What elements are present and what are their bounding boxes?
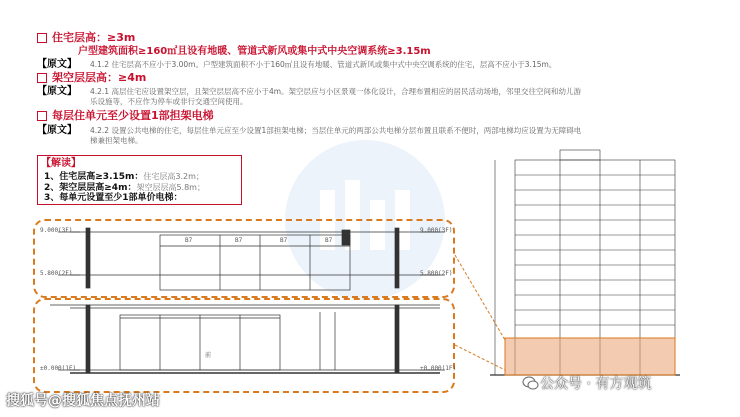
clause-2-text-1: 4.2.1 高层住宅应设置架空层，且架空层层高不应小于4m。架空层应与小区景观一体化设计，合理布置相应的居民活动场地，邻里交往空间和幼儿游 <box>90 87 582 96</box>
room-label: 前 <box>205 352 212 359</box>
clause-3-text-2: 梯兼担架电梯。 <box>90 136 143 145</box>
clause-3-tag: 【原文】 <box>37 125 77 136</box>
ground-floor-highlight <box>505 338 675 375</box>
wechat-watermark: 公众号 · 有方观筑 <box>540 376 652 392</box>
lower-callout-frame <box>33 298 455 393</box>
interpretation-line-2-note: 架空层层高5.8m； <box>136 183 205 192</box>
clause-2-text-2: 乐设施等，不应作为停车或非行交通空间使用。 <box>90 97 248 106</box>
clause-3-text-1: 4.2.2 设置公共电梯的住宅，每层住单元应至少设置1部担架电梯；当层住单元的两部公共电梯分层布置且联系不便时，两部电梯均应设置为无障碍电 <box>90 126 582 135</box>
interpretation-title: 【解读】 <box>41 158 81 169</box>
item-1-subtitle: 户型建筑面积≥160㎡且设有地暖、管道式新风或集中式中央空调系统≥3.15m <box>78 46 431 57</box>
interpretation-line-1-note: 住宅层高3.2m； <box>143 172 204 181</box>
interpretation-line-1-main: 1、住宅层高≥3.15m： <box>44 172 144 182</box>
clause-1-tag: 【原文】 <box>37 59 77 70</box>
upper-callout-frame <box>33 219 455 298</box>
level-label: 5.800(2F) <box>420 270 453 277</box>
item-1-title: 住宅层高：≥3m <box>52 31 136 44</box>
level-label: 5.800(2F) <box>40 270 73 277</box>
room-label: B7 <box>280 237 288 244</box>
clause-2-tag: 【原文】 <box>37 86 77 97</box>
item-2-title: 架空层层高：≥4m <box>52 71 147 84</box>
wechat-icon <box>522 374 540 392</box>
clause-1-text: 4.1.2 住宅层高不应小于3.00m。户型建筑面积不小于160㎡且设有地暖、管道式新风或集中式中央空调系统的住宅，层高不应小于3.15m。 <box>90 60 557 69</box>
callout-connectors <box>455 255 505 370</box>
sohu-watermark: 搜狐号@搜狐焦点抚州站 <box>6 393 160 409</box>
level-label: ±0.000(1F) <box>40 365 77 372</box>
item-3-title: 每层住单元至少设置1部担架电梯 <box>52 109 214 122</box>
level-label: 9.000(3F) <box>420 227 453 234</box>
room-label: B7 <box>235 237 243 244</box>
level-label: 9.000(3F) <box>40 227 73 234</box>
room-label: B7 <box>325 237 333 244</box>
room-label: B7 <box>185 237 193 244</box>
interpretation-line-2-main: 2、架空层层高≥4m： <box>44 183 137 193</box>
level-label: ±0.000(1F) <box>420 365 457 372</box>
interpretation-line-3-main: 3、每单元设置至少1部单价电梯： <box>44 193 183 203</box>
